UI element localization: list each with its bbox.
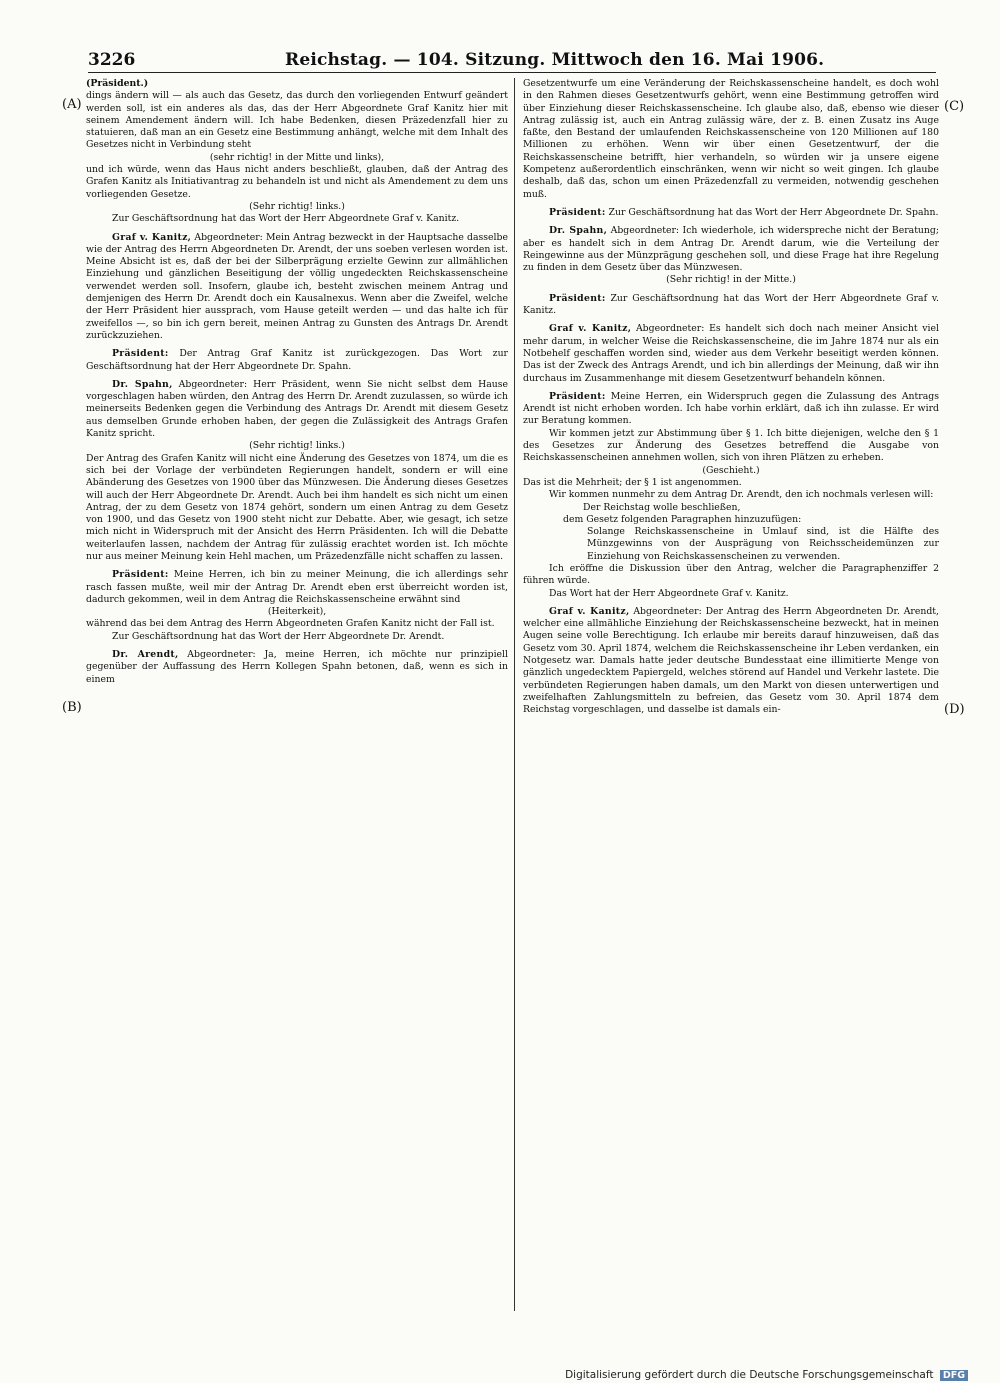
page-header	[88, 50, 937, 72]
speech-paragraph	[523, 207, 939, 219]
interjection: (Sehr richtig! links.)	[249, 440, 345, 452]
speech-text: Zur Geschäftsordnung hat das Wort der Herr Abgeordnete Graf v. Kanitz.	[523, 292, 939, 317]
speech-text: Abgeordneter: Mein Antrag bezweckt in der Hauptsache dasselbe wie der Antrag des Herrn Abgeordneten Dr. Arendt, der uns soeben verlesen worden ist. Meine Absicht ist es, daß der bei der Silberprägung erzielte Gewinn zur allmählichen Einziehung und gänzlichen Beseitigung der völlig ungedeckten Reichskassenscheine verwendet werden soll. Insofern, glaube ich, besteht zwischen meinem Antrag und demjenigen des Herrn Dr. Arendt doch ein Kausalnexus. Wenn aber die Zweifel, welche der Herr Präsident hier aussprach, vom Hause geteilt werden — und das halte ich für zweifellos —, so bin ich gern bereit, meinen Antrag zu Gunsten des Antrags Dr. Arendt zurückzuziehen.	[86, 231, 508, 341]
paragraph: Der Antrag des Grafen Kanitz will nicht eine Änderung des Gesetzes von 1874, um die es sich bei der Vorlage der verbündeten Regierungen handelt, sondern er will eine Abänderung des Gesetzes von 1900 über das Münzwesen. Die Änderung dieses Gesetzes will auch der Herr Abgeordnete Dr. Arendt. Auch bei ihm handelt es sich nicht um einen Antrag, der zu dem Gesetz von 1874 gehört, sondern um einen Antrag zu dem Gesetz von 1900, und das Gesetz von 1900 steht nicht zur Debatte. Aber, wie gesagt, ich setze mich nicht in Widerspruch mit der Ansicht des Herrn Präsidenten. Ich will die Debatte weiterlaufen lassen, nachdem der Antrag für zulässig erachtet worden ist. Ich möchte nur aus meiner Meinung kein Hehl machen, um Präzedenzfälle nicht schaffen zu lassen.	[86, 452, 508, 562]
speaker-name: Dr. Spahn,	[112, 378, 173, 390]
interjection: (Sehr richtig! links.)	[249, 200, 345, 212]
speech-paragraph	[523, 293, 939, 318]
motion-quote-line: dem Gesetz folgenden Paragraphen hinzuzufügen:	[563, 513, 802, 525]
speaker-name: Präsident:	[549, 292, 606, 304]
speech-text: Abgeordneter: Herr Präsident, wenn Sie nicht selbst dem Hause vorgeschlagen haben würden, den Antrag des Herrn Dr. Arendt zuzulassen, so würde ich meinerseits Bedenken gegen die Verbindung des Antrags Dr. Arendt mit diesem Gesetz aus demselben Grunde erhoben haben, der gegen die Zulässigkeit des Antrags Grafen Kanitz spricht.	[86, 378, 508, 440]
footer-credit	[565, 1369, 968, 1381]
paragraph: Das Wort hat der Herr Abgeordnete Graf v. Kanitz.	[549, 587, 789, 599]
speech-paragraph	[523, 225, 939, 274]
footer-text: Digitalisierung gefördert durch die Deutsche Forschungsgemeinschaft	[565, 1369, 934, 1381]
paragraph: während das bei dem Antrag des Herrn Abgeordneten Grafen Kanitz nicht der Fall ist.	[86, 618, 495, 630]
paragraph: dings ändern will — als auch das Gesetz, das durch den vorliegenden Entwurf geändert werden soll, ist ein anderes als das, das der Herr Abgeordnete Graf Kanitz hier mit seinem Amendement ändern will. Ich habe Bedenken, diesen Präzedenzfall hier zu statuieren, daß man an ein Gesetz eine Bestimmung anhängt, welche mit dem Inhalt des Gesetzes nicht in Verbindung steht	[86, 90, 508, 151]
speech-text: Zur Geschäftsordnung hat das Wort der Herr Abgeordnete Dr. Spahn.	[605, 206, 939, 218]
page-number: 3226	[88, 50, 136, 70]
paragraph: Das ist die Mehrheit; der § 1 ist angenommen.	[523, 476, 742, 488]
speech-text: Abgeordneter: Ich wiederhole, ich widerspreche nicht der Beratung; aber es handelt sich in dem Antrag Dr. Arendt darum, wie die Verteilung der Reingewinne aus der Münzprägung geschehen soll, und diese Frage hat ihre Regelung zu finden in dem Gesetz über das Münzwesen.	[523, 225, 939, 274]
speaker-name: Graf v. Kanitz,	[549, 323, 632, 335]
speech-paragraph	[86, 232, 508, 343]
motion-quote-text: Solange Reichskassenscheine in Umlauf sind, ist die Hälfte des Münzgewinns von der Ausprägung von Reichsscheidemünzen zur Einziehung von Reichskassenscheinen zu verwenden.	[587, 526, 939, 562]
speech-paragraph	[86, 348, 508, 373]
speech-text: Abgeordneter: Der Antrag des Herrn Abgeordneten Dr. Arendt, welcher eine allmähliche Einziehung der Reichskassenscheine bezweckt, hat in meinen Augen seine volle Berechtigung. Ich erlaube mir bereits darauf hinzuweisen, daß das Gesetz vom 30. April 1874, welchem die Reichskassenscheine ihr Leben verdanken, ein Notgesetz war. Damals hatte jeder deutsche Bundesstaat eine illimitierte Menge von gänzlich ungedecktem Papiergeld, welches störend auf Handel und Verkehr lastete. Die verbündeten Regierungen haben damals, um den Markt von diesen unterwertigen und zweifelhaften Zahlungsmitteln zu befreien, das Gesetz vom 30. April 1874 dem Reichstag vorgeschlagen, und dasselbe ist damals ein-	[523, 605, 939, 716]
paragraph: Zur Geschäftsordnung hat das Wort der Herr Abgeordnete Graf v. Kanitz.	[112, 213, 460, 225]
speech-paragraph	[523, 323, 939, 384]
speech-text: Der Antrag Graf Kanitz ist zurückgezogen. Das Wort zur Geschäftsordnung hat der Herr Abgeordnete Dr. Spahn.	[86, 348, 508, 372]
paragraph: und ich würde, wenn das Haus nicht anders beschließt, glauben, daß der Antrag des Grafen Kanitz als Initiativantrag zu behandeln ist und nicht als Amendement zu dem uns vorliegenden Gesetze.	[86, 164, 508, 200]
margin-mark-c: (C)	[944, 99, 965, 114]
speaker-name: Dr. Arendt,	[112, 649, 179, 661]
speaker-name: Präsident:	[112, 348, 169, 360]
margin-mark-a: (A)	[62, 97, 82, 112]
speech-paragraph	[86, 649, 508, 686]
interjection: (Sehr richtig! in der Mitte.)	[666, 274, 796, 286]
speech-text: Abgeordneter: Es handelt sich doch nach meiner Ansicht viel mehr darum, in welcher Weise die Reichskassenscheine, die im Jahre 1874 nur als ein Notbehelf geschaffen worden sind, wieder aus dem Verkehr beseitigt werden können. Das ist der Zweck des Antrags Arendt, und ich bin allerdings der Meinung, daß wir ihn durchaus im Zusammenhange mit diesem Gesetzentwurf behandeln können.	[523, 323, 939, 384]
interjection: (Geschieht.)	[702, 464, 760, 476]
speech-paragraph	[86, 569, 508, 606]
speaker-name: Präsident:	[549, 390, 606, 402]
left-column	[86, 78, 508, 1313]
running-title: Reichstag. — 104. Sitzung. Mittwoch den 16. Mai 1906.	[285, 50, 825, 70]
speaker-name: Dr. Spahn,	[549, 225, 608, 237]
speaker-continuation-tag: (Präsident.)	[86, 78, 149, 89]
margin-mark-d: (D)	[944, 702, 965, 717]
speech-text: Meine Herren, ich bin zu meiner Meinung, die ich allerdings sehr rasch fassen mußte, weil mir der Antrag Dr. Arendt eben erst überreicht worden ist, dadurch gekommen, weil in dem Antrag die Reichskassenscheine erwähnt sind	[86, 569, 508, 605]
speech-paragraph	[523, 606, 939, 717]
speaker-name: Graf v. Kanitz,	[112, 231, 192, 243]
header-rule	[88, 72, 936, 73]
dfg-logo: DFG	[940, 1370, 968, 1381]
speech-text: Abgeordneter: Ja, meine Herren, ich möchte nur prinzipiell gegenüber der Auffassung des Herrn Kollegen Spahn betonen, daß, wenn es sich in einem	[86, 649, 508, 685]
paragraph: Wir kommen nunmehr zu dem Antrag Dr. Arendt, den ich nochmals verlesen will:	[549, 489, 934, 501]
margin-mark-b: (B)	[62, 700, 82, 715]
motion-quote-line: Der Reichstag wolle beschließen,	[583, 501, 741, 513]
speech-paragraph	[86, 379, 508, 440]
paragraph: Gesetzentwurfe um eine Veränderung der Reichskassenscheine handelt, es doch wohl in den Rahmen dieses Gesetzentwurfs gehört, wenn eine Bestimmung getroffen wird über Einziehung dieser Reichskassenscheine. Ich glaube also, daß, ebenso wie dieser Antrag zulässig ist, auch ein Antrag zulässig wäre, der z. B. einen Zusatz ins Auge faßte, den Bestand der umlaufenden Reichskassenscheine von 120 Millionen auf 180 Millionen zu erhöhen. Wenn wir über einen Gesetzentwurf, der die Reichskassenscheine betrifft, hier verhandeln, so würden wir ja unsere eigene Kompetenz außerordentlich einschränken, wenn wir nicht so weit gingen. Ich glaube deshalb, daß das, schon um einen Präzedenzfall zu vermeiden, notwendig geschehen muß.	[523, 78, 939, 200]
speaker-name: Graf v. Kanitz,	[549, 605, 630, 617]
speech-paragraph	[523, 391, 939, 428]
speech-text: Meine Herren, ein Widerspruch gegen die Zulassung des Antrags Arendt ist nicht erhoben worden. Ich habe vorhin erklärt, daß ich ihn zulasse. Er wird zur Beratung kommen.	[523, 390, 939, 427]
right-column	[523, 78, 939, 1313]
speaker-name: Präsident:	[549, 206, 606, 218]
paragraph: Ich eröffne die Diskussion über den Antrag, welcher die Paragraphenziffer 2 führen würde.	[523, 562, 939, 587]
paragraph: Wir kommen jetzt zur Abstimmung über § 1. Ich bitte diejenigen, welche den § 1 des Gesetzes zur Änderung des Gesetzes betreffend die Ausgabe von Reichskassenscheinen annehmen wollen, sich von ihren Plätzen zu erheben.	[523, 427, 939, 464]
column-divider	[514, 78, 515, 1311]
speaker-name: Präsident:	[112, 569, 169, 581]
paragraph: Zur Geschäftsordnung hat das Wort der Herr Abgeordnete Dr. Arendt.	[112, 630, 445, 642]
interjection: (Heiterkeit),	[267, 606, 327, 618]
interjection: (sehr richtig! in der Mitte und links),	[209, 151, 385, 163]
